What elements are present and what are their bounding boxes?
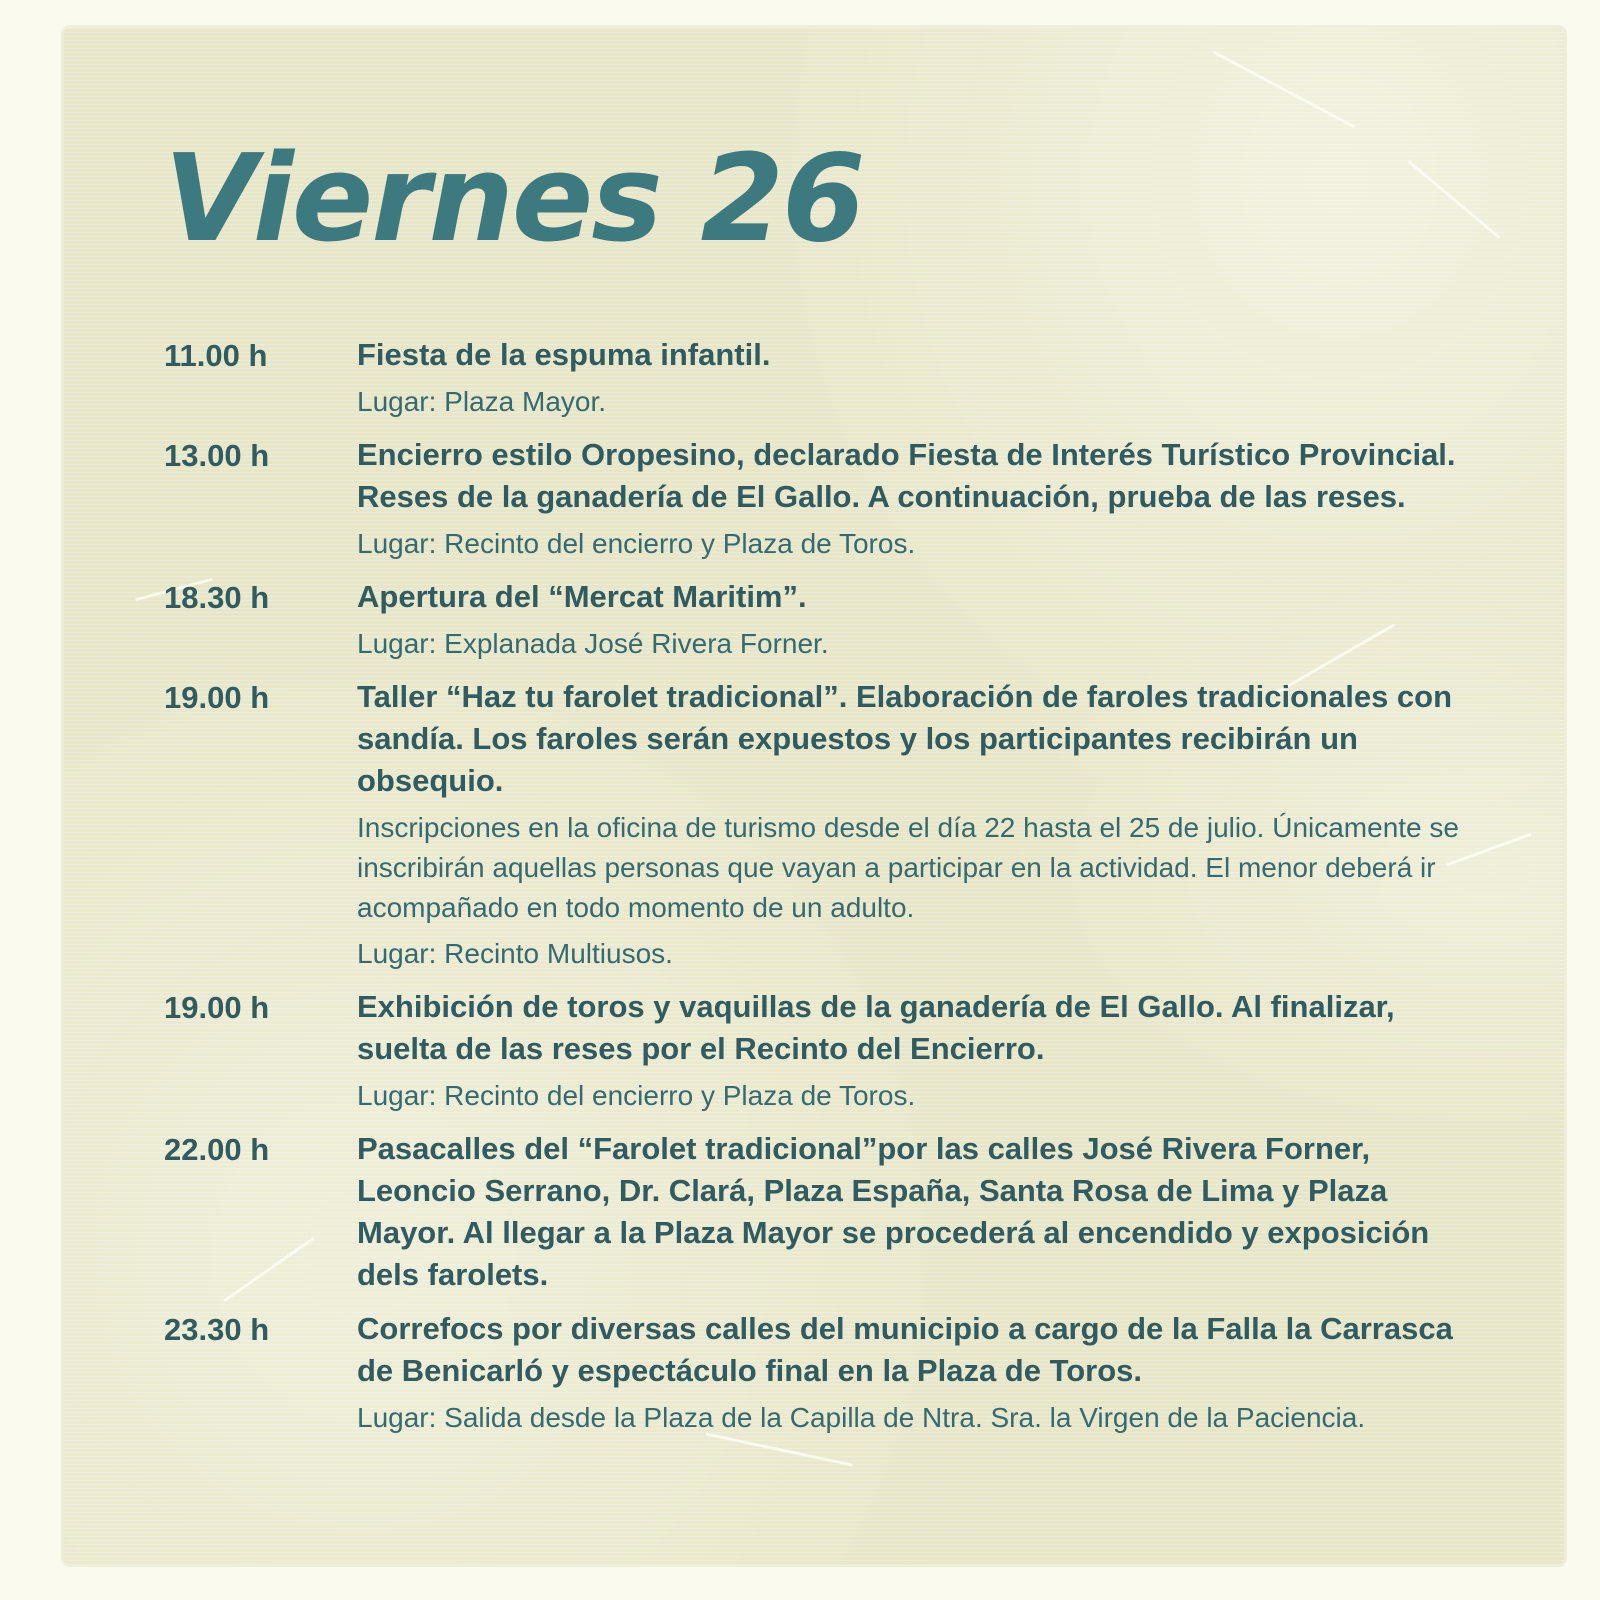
schedule-entry bbox=[164, 434, 1474, 564]
event-time: 19.00 h bbox=[164, 990, 270, 1025]
page-title: Viernes 26 bbox=[164, 130, 864, 269]
paper-scratch bbox=[1407, 160, 1501, 239]
event-body bbox=[357, 434, 1474, 564]
event-time: 22.00 h bbox=[164, 1132, 270, 1167]
event-title: Correfocs por diversas calles del municipio a cargo de la Falla la Carrasca de Benicarló y espectáculo final en la Plaza de Toros. bbox=[357, 1311, 1453, 1388]
event-note: Inscripciones en la oficina de turismo desde el día 22 hasta el 25 de julio. Únicamente se inscribirán aquellas personas que vayan a participar en la actividad. El menor deberá ir acompañado en todo momento de un adulto. bbox=[357, 812, 1459, 923]
event-body bbox=[357, 576, 1474, 664]
schedule-entry bbox=[164, 986, 1474, 1116]
event-time: 18.30 h bbox=[164, 580, 270, 615]
event-time: 23.30 h bbox=[164, 1312, 270, 1347]
schedule-entry bbox=[164, 576, 1474, 664]
event-time: 11.00 h bbox=[164, 338, 268, 373]
event-location: Lugar: Explanada José Rivera Forner. bbox=[357, 628, 829, 659]
schedule-entry bbox=[164, 676, 1474, 974]
schedule-entry bbox=[164, 334, 1474, 422]
paper-scratch bbox=[1213, 51, 1356, 129]
event-location: Lugar: Salida desde la Plaza de la Capilla de Ntra. Sra. la Virgen de la Paciencia. bbox=[357, 1402, 1366, 1433]
event-title: Taller “Haz tu farolet tradicional”. Elaboración de faroles tradicionales con sandía. Los faroles serán expuestos y los participantes recibirán un obsequio. bbox=[357, 679, 1453, 798]
event-body bbox=[357, 676, 1474, 974]
schedule-entry bbox=[164, 1128, 1474, 1296]
event-title: Apertura del “Mercat Maritim”. bbox=[357, 579, 807, 614]
event-location: Lugar: Recinto del encierro y Plaza de Toros. bbox=[357, 1080, 916, 1111]
event-location: Lugar: Plaza Mayor. bbox=[357, 386, 607, 417]
schedule-entry bbox=[164, 1308, 1474, 1438]
event-body bbox=[357, 1128, 1474, 1296]
event-location: Lugar: Recinto del encierro y Plaza de Toros. bbox=[357, 528, 916, 559]
event-location: Lugar: Recinto Multiusos. bbox=[357, 938, 673, 969]
schedule-list bbox=[164, 334, 1474, 1450]
event-body bbox=[357, 986, 1474, 1116]
event-title: Exhibición de toros y vaquillas de la ganadería de El Gallo. Al finalizar, suelta de las reses por el Recinto del Encierro. bbox=[357, 989, 1395, 1066]
event-body bbox=[357, 1308, 1474, 1438]
event-title: Encierro estilo Oropesino, declarado Fiesta de Interés Turístico Provincial. Reses de la ganadería de El Gallo. A continuación, prueba de las reses. bbox=[357, 437, 1456, 514]
event-time: 13.00 h bbox=[164, 438, 270, 473]
event-time: 19.00 h bbox=[164, 680, 270, 715]
event-title: Pasacalles del “Farolet tradicional”por las calles José Rivera Forner, Leoncio Serrano, Dr. Clará, Plaza España, Santa Rosa de Lima y Plaza Mayor. Al llegar a la Plaza Mayor se procederá al encendido y exposición dels farolets. bbox=[357, 1131, 1430, 1292]
event-body bbox=[357, 334, 1474, 422]
event-title: Fiesta de la espuma infantil. bbox=[357, 337, 771, 372]
